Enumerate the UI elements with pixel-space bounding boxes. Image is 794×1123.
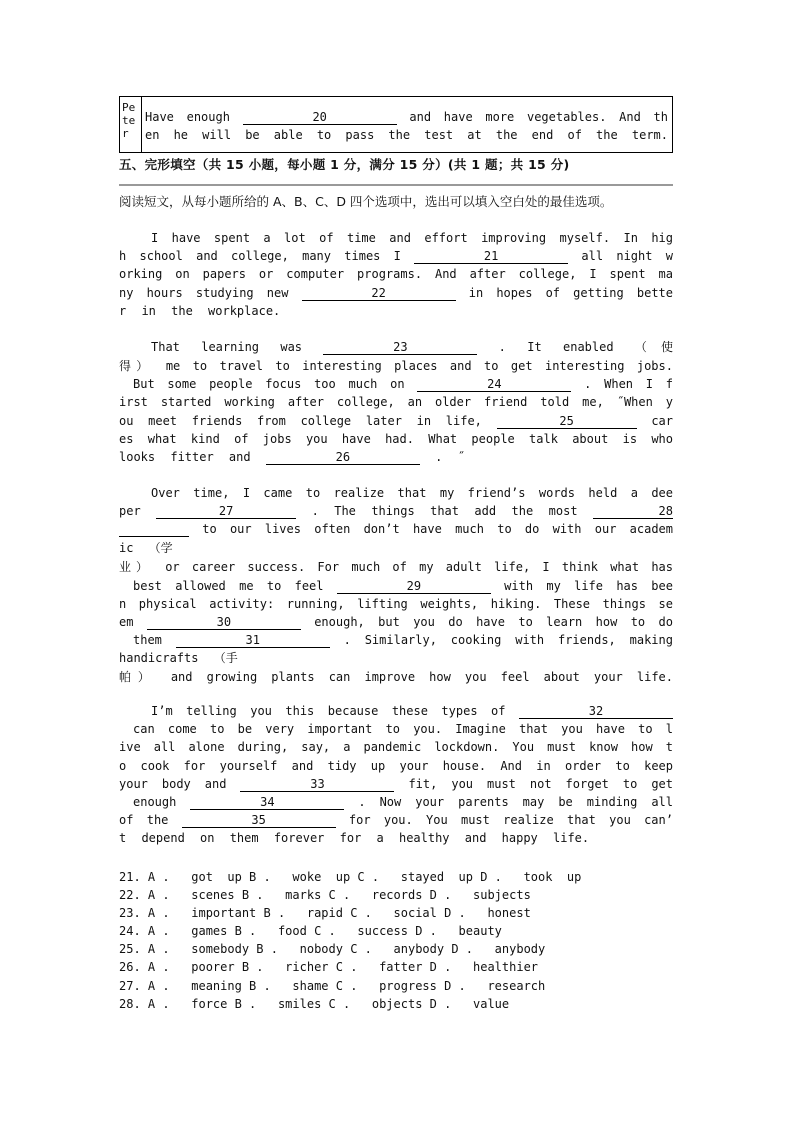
- option-row-26: 26. A . poorer B . richer C . fatter D . healthier: [119, 960, 539, 975]
- text: to our lives often don’t have much to do with our academ: [202, 522, 673, 537]
- name-part: Pe: [122, 101, 136, 114]
- option-row-28: 28. A . force B . smiles C . objects D . value: [119, 996, 510, 1011]
- passage-paragraph-3: [119, 484, 673, 687]
- text: per: [119, 504, 141, 519]
- passage-line: [119, 502, 673, 520]
- blank-34[interactable]: 34: [190, 795, 344, 810]
- row-text-cell: [142, 97, 672, 152]
- passage-line: n physical activity: running, lifting weights, hiking. These things se: [119, 596, 673, 611]
- blank-25[interactable]: 25: [497, 414, 637, 429]
- passage-paragraph-4: [119, 702, 673, 848]
- passage-line: irst started working after college, an older friend told me, ˝When y: [119, 395, 673, 410]
- text: . The things that add the most: [311, 504, 578, 519]
- passage-line: [119, 448, 673, 466]
- answer-table-row: [119, 96, 673, 153]
- passage-line: [119, 412, 673, 430]
- passage-line: [119, 247, 673, 265]
- blank-33[interactable]: 33: [240, 777, 394, 792]
- row-line: en he will be able to pass the test at the end of the term.: [145, 128, 668, 142]
- passage-paragraph-1: [119, 229, 673, 320]
- option-row-21: 21. A . got up B . woke up C . stayed up D . took up: [119, 870, 582, 884]
- text: car: [651, 413, 673, 428]
- passage-line: ive all alone during, say, a pandemic lockdown. You must know how t: [119, 740, 673, 755]
- section-divider: [119, 184, 673, 186]
- passage-line: [119, 577, 673, 595]
- row-line: [145, 108, 668, 126]
- passage-line: 帕） and growing plants can improve how you feel about your life.: [119, 670, 673, 685]
- text: Have enough: [145, 110, 230, 124]
- section-heading: 五、完形填空（共 15 小题，每小题 1 分，满分 15 分）(共 1 题；共 15 分): [119, 157, 570, 172]
- option-row-22: 22. A . scenes B . marks C . records D . subjects: [119, 888, 531, 903]
- text: for you. You must realize that you can’: [348, 813, 673, 828]
- text: . ˝: [435, 449, 465, 464]
- blank-30[interactable]: 30: [147, 615, 301, 630]
- passage-line: [119, 631, 673, 649]
- text: . When I f: [584, 377, 673, 392]
- passage-line: Over time, I came to realize that my friend’s words held a dee: [151, 486, 673, 500]
- text: . Now your parents may be minding all: [358, 794, 674, 809]
- text: them: [133, 633, 162, 648]
- passage-line: o cook for yourself and tidy up your house. And in order to keep: [119, 758, 673, 773]
- option-row-27: 27. A . meaning B . shame C . progress D . research: [119, 978, 546, 993]
- text: in hopes of getting bette: [468, 285, 673, 300]
- blank-21[interactable]: 21: [414, 249, 568, 264]
- answer-options: [119, 868, 581, 1013]
- blank-23[interactable]: 23: [323, 340, 477, 355]
- passage-line: r in the workplace.: [119, 303, 281, 318]
- text: em: [119, 614, 134, 629]
- text: That learning was: [151, 340, 303, 354]
- blank-29[interactable]: 29: [337, 579, 491, 594]
- instructions: 阅读短文，从每小题所给的 A、B、C、D 四个选项中，选出可以填入空白处的最佳选项。: [119, 194, 613, 209]
- passage-line: ic （学: [119, 540, 173, 555]
- passage-line: orking on papers or computer programs. And after college, I spent ma: [119, 267, 673, 282]
- blank-28-continued: [119, 522, 189, 537]
- text: ny hours studying new: [119, 285, 289, 300]
- passage-line: [119, 702, 673, 720]
- option-row-24: 24. A . games B . food C . success D . beauty: [119, 924, 502, 939]
- text: . Similarly, cooking with friends, making: [343, 633, 673, 648]
- passage-line: [119, 520, 673, 538]
- blank-28[interactable]: 28: [593, 504, 673, 519]
- text: . It enabled （使: [498, 340, 673, 354]
- passage-paragraph-2: [119, 338, 673, 466]
- passage-line: I have spent a lot of time and effort improving myself. In hig: [151, 231, 673, 245]
- blank-22[interactable]: 22: [302, 286, 456, 301]
- option-row-25: 25. A . somebody B . nobody C . anybody D . anybody: [119, 942, 546, 957]
- blank-31[interactable]: 31: [176, 633, 330, 648]
- passage-line: handicrafts （手: [119, 651, 238, 666]
- blank-32[interactable]: 32: [519, 704, 673, 719]
- name-part: te: [122, 114, 136, 127]
- blank-27[interactable]: 27: [156, 504, 296, 519]
- text: h school and college, many times I: [119, 249, 401, 264]
- text: of the: [119, 813, 169, 828]
- passage-line: can come to be very important to you. Imagine that you have to l: [133, 722, 673, 737]
- passage-line: [119, 775, 673, 793]
- passage-line: es what kind of jobs you have had. What people talk about is who: [119, 431, 673, 446]
- passage-line: t depend on them forever for a healthy and happy life.: [119, 831, 590, 846]
- text: and have more vegetables. And th: [409, 110, 668, 124]
- passage-line: 得） me to travel to interesting places and to get interesting jobs.: [119, 359, 673, 373]
- text: looks fitter and: [119, 449, 251, 464]
- text: But some people focus too much on: [133, 377, 405, 392]
- text: fit, you must not forget to get: [408, 776, 674, 791]
- passage-line: [119, 284, 673, 302]
- text: enough, but you do have to learn how to do: [314, 614, 673, 629]
- row-name-cell: [120, 97, 142, 152]
- name-part: r: [122, 127, 129, 140]
- blank-35[interactable]: 35: [182, 813, 336, 828]
- blank-20[interactable]: 20: [243, 110, 397, 125]
- option-row-23: 23. A . important B . rapid C . social D . honest: [119, 906, 531, 921]
- passage-line: 业） or career success. For much of my adult life, I think what has: [119, 559, 673, 574]
- text: best allowed me to feel: [133, 578, 324, 593]
- text: your body and: [119, 776, 227, 791]
- blank-24[interactable]: 24: [417, 377, 571, 392]
- passage-line: [119, 375, 673, 393]
- text: ou meet friends from college later in life,: [119, 413, 482, 428]
- text: all night w: [581, 249, 673, 264]
- text: I’m telling you this because these types of: [151, 704, 506, 718]
- passage-line: [119, 338, 673, 357]
- passage-line: [119, 811, 673, 829]
- text: enough: [133, 794, 177, 809]
- passage-line: [119, 793, 673, 811]
- text: with my life has bee: [504, 578, 673, 593]
- passage-line: [119, 613, 673, 631]
- blank-26[interactable]: 26: [266, 450, 420, 465]
